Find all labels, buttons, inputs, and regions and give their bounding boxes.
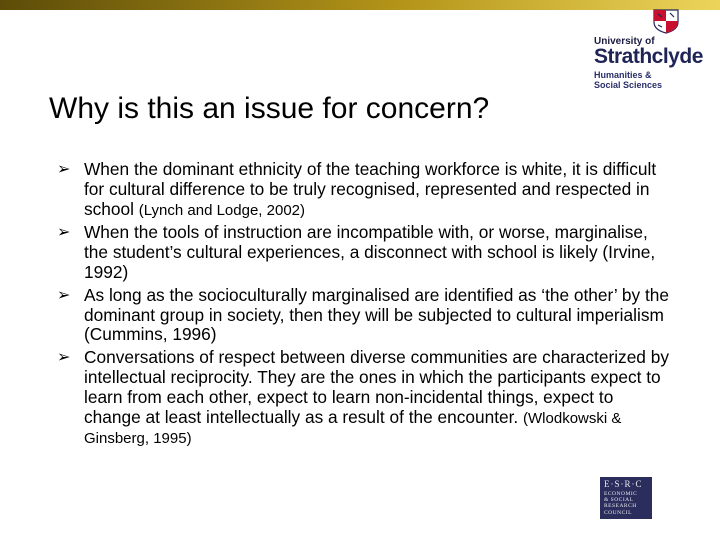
crest-icon xyxy=(652,8,680,34)
bullet-item xyxy=(57,348,672,449)
bullet-text: When the tools of instruction are incompatible with, or worse, marginalise, the student’s cultural experiences, a disconnect with school is likely (Irvine, 1992) xyxy=(84,222,656,282)
logo-faculty-line1: Humanities & xyxy=(594,70,652,80)
esrc-abbr: E·S·R·C xyxy=(604,479,643,489)
bullet-citation: (Lynch and Lodge, 2002) xyxy=(138,201,306,219)
esrc-line: ECONOMIC xyxy=(604,491,638,497)
esrc-logo xyxy=(600,477,652,519)
bullet-text: Conversations of respect between diverse communities are characterized by intellectual reciprocity. They are the ones in which the participants expect to learn from each other, expect to learn non-incidental things, expect to change at least intellectually as a result of the encounter. xyxy=(84,347,669,427)
bullet-item xyxy=(57,160,672,220)
arrow-bullet-icon: ➢ xyxy=(57,349,71,367)
esrc-line: & SOCIAL xyxy=(604,497,634,504)
slide-title: Why is this an issue for concern? xyxy=(49,92,490,125)
arrow-bullet-icon: ➢ xyxy=(57,224,71,242)
arrow-bullet-icon: ➢ xyxy=(57,161,71,178)
bullet-text: As long as the socioculturally marginalised are identified as ‘the other’ by the dominant group in society, then they will be subjected to cultural imperialism (Cummins, 1996) xyxy=(84,284,670,345)
bullet-list xyxy=(57,160,672,452)
bullet-item xyxy=(57,223,672,282)
university-logo xyxy=(594,8,704,90)
bullet-text: When the dominant ethnicity of the teaching workforce is white, it is difficult for cultural difference to be truly recognised, represented and respected in school xyxy=(84,159,657,219)
bullet-citation: (Wlodkowski & Ginsberg, 1995) xyxy=(84,409,622,448)
esrc-fullname xyxy=(604,491,637,516)
logo-name: Strathclyde xyxy=(594,45,703,68)
logo-faculty-line2: Social Sciences xyxy=(594,80,663,90)
esrc-line: RESEARCH xyxy=(604,503,637,510)
logo-faculty xyxy=(594,70,662,90)
logo-university-of: University of xyxy=(594,36,655,47)
bullet-item xyxy=(57,286,672,345)
esrc-line: COUNCIL xyxy=(604,509,632,516)
arrow-bullet-icon: ➢ xyxy=(57,286,71,304)
